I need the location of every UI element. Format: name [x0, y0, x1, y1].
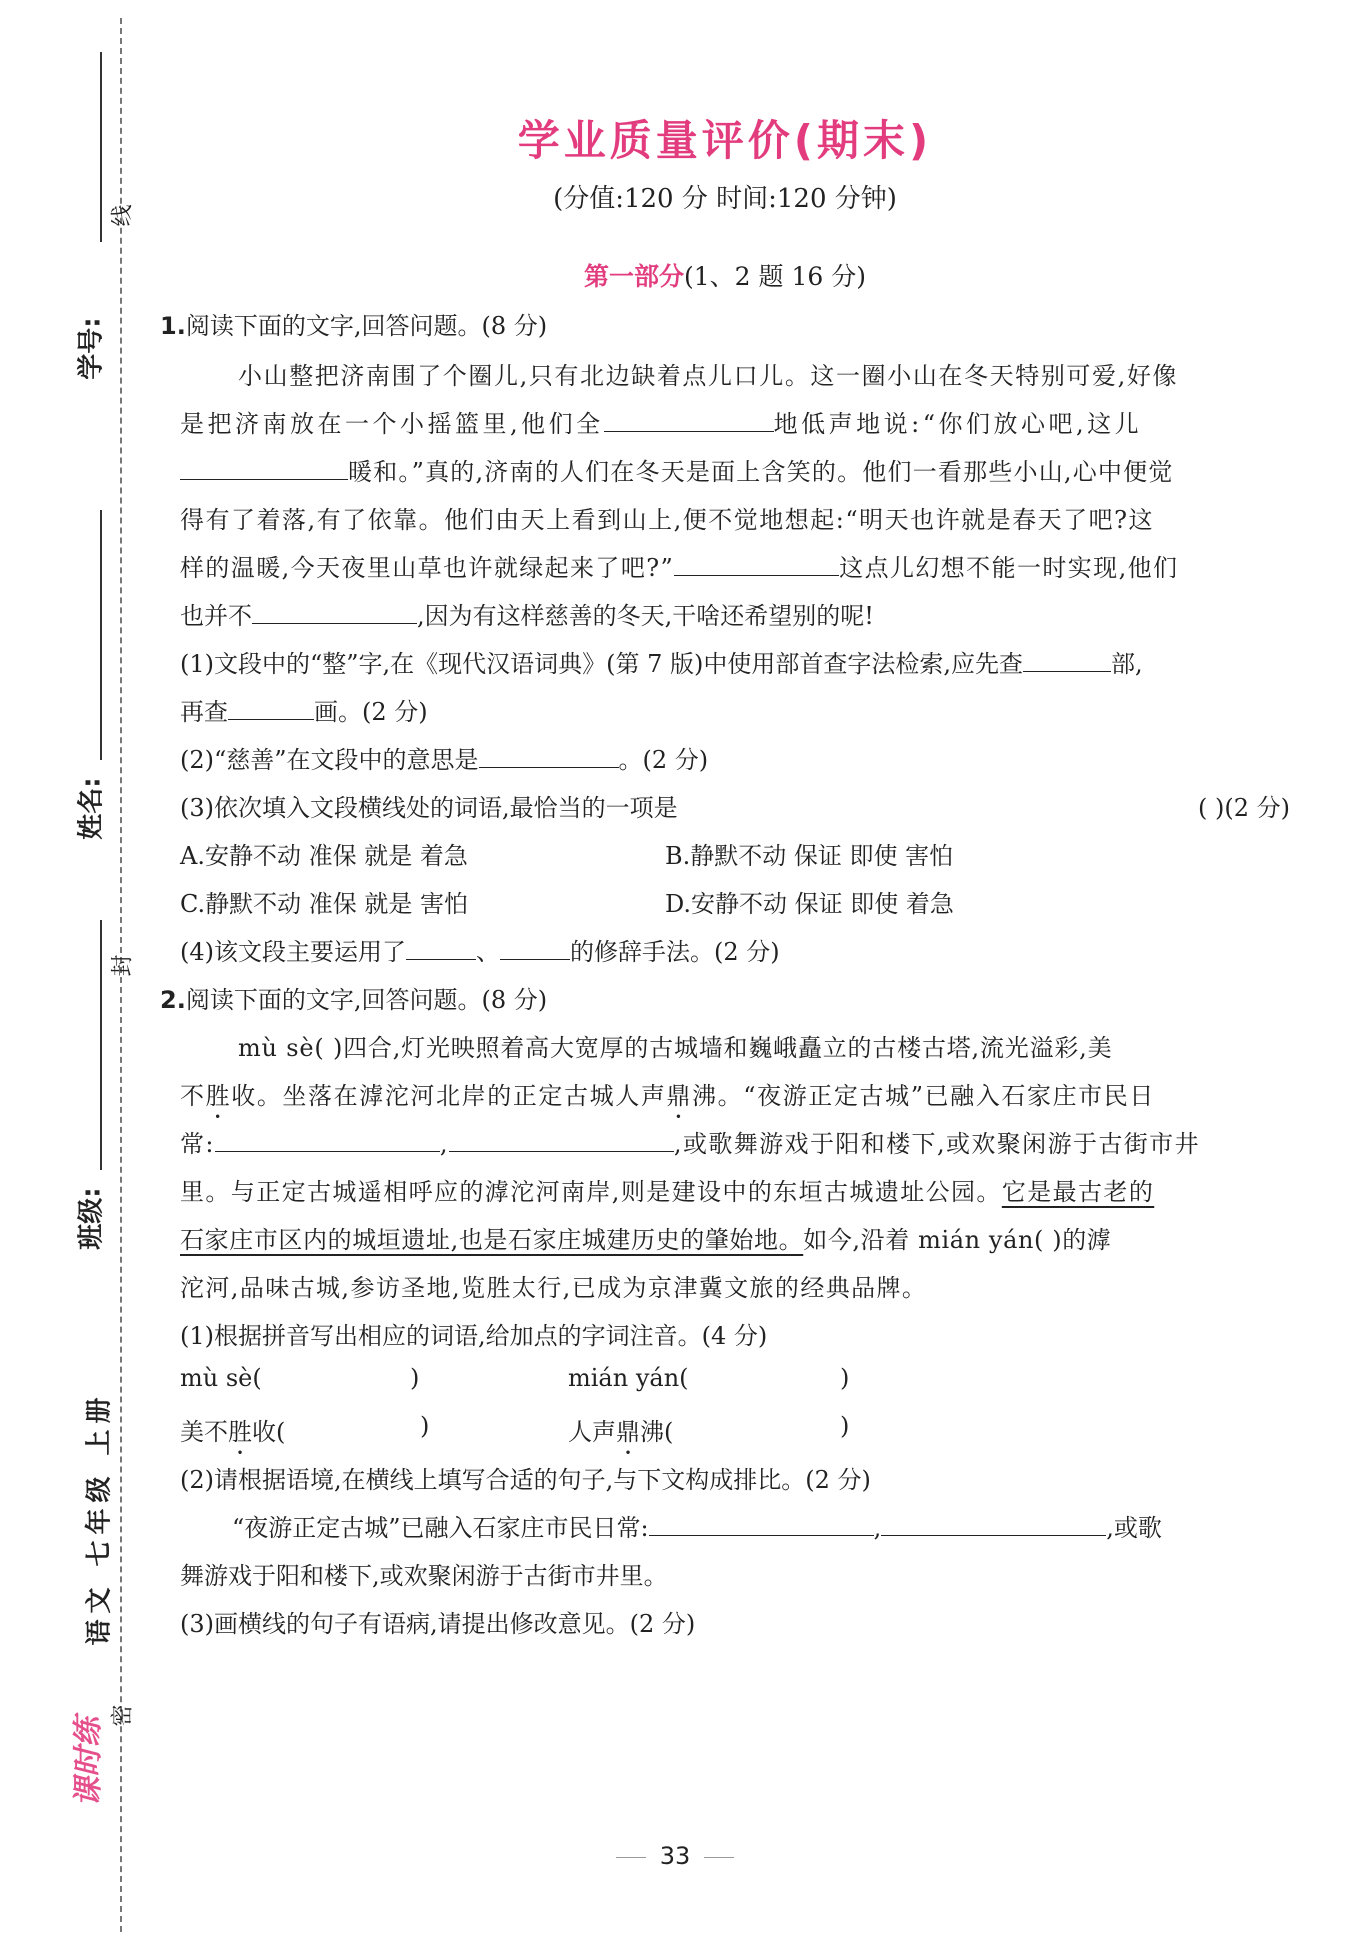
passage-text: 收。坐落在滹沱河北岸的正定古城人声 [231, 1082, 667, 1110]
answer-blank[interactable] [649, 1513, 874, 1536]
question-text: 再查 [180, 698, 228, 726]
dotted-char: 胜 [228, 1418, 252, 1446]
q1-passage-line: 得有了着落,有了依靠。他们由天上看到山上,便不觉地想起:“明天也许就是春天了吧?这 [180, 506, 1154, 534]
dotted-char: 胜 [205, 1082, 232, 1110]
pinyin-1-close: ) [410, 1364, 420, 1392]
q1-prompt: 阅读下面的文字,回答问题。(8 分) [185, 312, 548, 340]
word-1 [180, 1412, 285, 1447]
question-text: (3)依次填入文段横线处的词语,最恰当的一项是 [180, 794, 678, 822]
part-range: (1、2 题 16 分) [684, 262, 866, 291]
q1-passage-line: 小山整把济南围了个圈儿,只有北边缺着点儿口儿。这一圈小山在冬天特别可爱,好像 [238, 362, 1179, 390]
passage-text: 常: [180, 1130, 215, 1158]
cut-mark-seal: 封 [110, 954, 136, 977]
question-text: 。(2 分) [618, 746, 709, 774]
option-d: D.安静不动 保证 即使 着急 [665, 890, 954, 918]
class-line [100, 920, 102, 1170]
answer-blank[interactable] [449, 1129, 674, 1152]
q1-passage-line [180, 596, 874, 631]
pinyin-1-label: mù sè( [180, 1364, 262, 1392]
option-b: B.静默不动 保证 即使 害怕 [665, 842, 954, 870]
word-text: 美不 [180, 1418, 228, 1446]
page-title: 学业质量评价(期末) [517, 116, 933, 165]
pinyin-2-close: ) [840, 1364, 850, 1392]
question-text: (2)“慈善”在文段中的意思是 [180, 746, 479, 774]
q1-sub1-cont [180, 692, 428, 727]
answer-blank[interactable] [180, 457, 348, 480]
q2-number: 2. [160, 986, 186, 1014]
passage-text: 地低声地说:“你们放心吧,这儿 [773, 410, 1143, 438]
passage-text: ,或歌舞游戏于阳和楼下,或欢聚闲游于古街市井 [673, 1130, 1200, 1158]
page-number [0, 1842, 1350, 1870]
answer-blank[interactable] [674, 553, 839, 576]
passage-text: 暖和。”真的,济南的人们在冬天是面上含笑的。他们一看那些小山,心中便觉 [348, 458, 1174, 486]
q2-sub3: (3)画横线的句子有语病,请提出修改意见。(2 分) [180, 1610, 696, 1638]
passage-text: 是把济南放在一个小摇篮里,他们全 [180, 410, 604, 438]
q2-passage-line [180, 1124, 1200, 1159]
part-label: 第一部分 [584, 262, 685, 291]
passage-text: 沸。“夜游正定古城”已融入石家庄市民日 [692, 1082, 1155, 1110]
question-text: “夜游正定古城”已融入石家庄市民日常: [232, 1514, 649, 1542]
dotted-char: 鼎 [666, 1082, 693, 1110]
question-text: 画。(2 分) [314, 698, 428, 726]
page-number-text: 33 [659, 1842, 691, 1870]
answer-blank[interactable] [228, 697, 314, 720]
page-subtitle: (分值:120 分 时间:120 分钟) [553, 184, 897, 214]
passage-text: 这点儿幻想不能一时实现,他们 [839, 554, 1179, 582]
cut-mark-secret: 密 [110, 1704, 136, 1727]
question-text: , [873, 1514, 882, 1542]
underlined-sentence: 石家庄市区内的城垣遗址,也是石家庄城建历史的肇始地。 [180, 1226, 804, 1254]
dotted-char: 鼎 [616, 1418, 640, 1446]
word-text: 沸( [640, 1418, 674, 1446]
q2-sub2-line [232, 1508, 1162, 1543]
answer-blank[interactable] [252, 601, 417, 624]
answer-blank[interactable] [604, 409, 774, 432]
answer-blank[interactable] [215, 1129, 440, 1152]
answer-blank[interactable] [500, 937, 570, 960]
part-header [180, 257, 1270, 293]
q2-sub1: (1)根据拼音写出相应的词语,给加点的字词注音。(4 分) [180, 1322, 768, 1350]
passage-text: 不 [180, 1082, 206, 1110]
name-label: 姓名: [76, 777, 107, 840]
q1-passage-line [180, 452, 1174, 487]
option-a: A.安静不动 准保 就是 着急 [180, 842, 468, 870]
q1-sub1 [180, 644, 1143, 679]
passage-text: 样的温暖,今天夜里山草也许就绿起来了吧?” [180, 554, 675, 582]
q2-prompt: 阅读下面的文字,回答问题。(8 分) [185, 986, 548, 1014]
q2-passage-line [180, 1172, 1154, 1207]
q2-sub2-cont: 舞游戏于阳和楼下,或欢聚闲游于古街市井里。 [180, 1562, 668, 1590]
passage-text: 也并不 [180, 602, 252, 630]
word-text: 人声 [568, 1418, 616, 1446]
word-2 [568, 1412, 673, 1447]
cut-mark-line: 线 [110, 204, 136, 227]
option-c: C.静默不动 准保 就是 害怕 [180, 890, 469, 918]
q1-sub3 [180, 788, 1290, 823]
pinyin-2-label: mián yán( [568, 1364, 689, 1392]
q1-number: 1. [160, 312, 186, 340]
q1-heading [160, 306, 547, 341]
class-label: 班级: [76, 1187, 107, 1250]
answer-paren[interactable]: ( )(2 分) [1198, 794, 1290, 822]
passage-text: ,因为有这样慈善的冬天,干啥还希望别的呢! [417, 602, 874, 630]
q1-passage-line [180, 404, 1142, 439]
passage-text: 如今,沿着 mián yán( )的滹 [803, 1226, 1112, 1254]
word-text: 收( [252, 1418, 286, 1446]
passage-text: 里。与正定古城遥相呼应的滹沱河南岸,则是建设中的东垣古城遗址公园。 [180, 1178, 1002, 1206]
question-text: 部, [1111, 650, 1143, 678]
question-text: 的修辞手法。(2 分) [570, 938, 780, 966]
q1-sub4 [180, 932, 780, 967]
name-line [100, 510, 102, 760]
word-2-close: ) [840, 1412, 850, 1440]
student-id-line [100, 52, 102, 242]
passage-text: , [439, 1130, 449, 1158]
book-info: 语文 七年级 上册 [84, 1391, 115, 1646]
q2-sub2: (2)请根据语境,在横线上填写合适的句子,与下文构成排比。(2 分) [180, 1466, 871, 1494]
binding-margin [0, 0, 140, 1950]
answer-blank[interactable] [479, 745, 619, 768]
question-text: 、 [476, 938, 500, 966]
question-text: ,或歌 [1106, 1514, 1162, 1542]
question-text: (1)文段中的“整”字,在《现代汉语词典》(第 7 版)中使用部首查字法检索,应先查 [180, 650, 1024, 678]
q2-passage-line [180, 1220, 1111, 1255]
q1-sub2 [180, 740, 708, 775]
answer-blank[interactable] [1023, 649, 1111, 672]
brand-logo: 课时练 [71, 1717, 106, 1807]
answer-blank[interactable] [881, 1513, 1106, 1536]
question-text: (4)该文段主要运用了 [180, 938, 406, 966]
q1-passage-line [180, 548, 1178, 583]
student-id-label: 学号: [76, 317, 107, 380]
word-1-close: ) [420, 1412, 430, 1440]
q2-passage-line [180, 1076, 1155, 1111]
underlined-sentence: 它是最古老的 [1001, 1178, 1155, 1206]
q2-passage-line: 沱河,品味古城,参访圣地,览胜太行,已成为京津冀文旅的经典品牌。 [180, 1274, 928, 1302]
q2-heading [160, 980, 547, 1015]
q2-passage-line: mù sè( )四合,灯光映照着高大宽厚的古城墙和巍峨矗立的古楼古塔,流光溢彩,美 [238, 1034, 1113, 1062]
answer-blank[interactable] [406, 937, 476, 960]
